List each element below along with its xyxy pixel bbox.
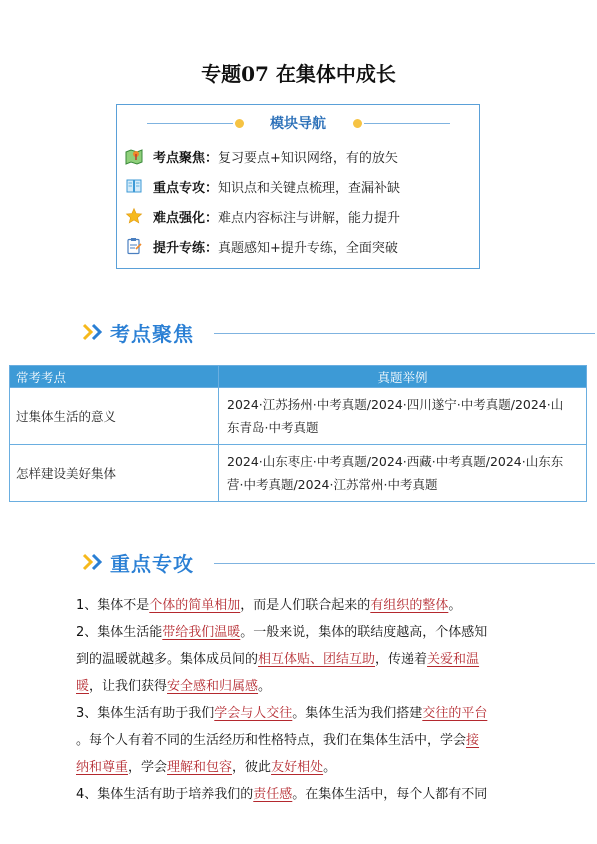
- nav-item-key-attack: [125, 175, 400, 197]
- text-run: 到的温暖就越多。集体成员间的: [76, 652, 259, 667]
- module-navigation-box: [116, 104, 480, 269]
- point-line: [76, 619, 524, 646]
- text-run: ，传递着: [375, 652, 428, 667]
- text-run: ，彼此: [232, 760, 272, 775]
- nav-item-value: 复习要点+知识网络，有的放矢: [218, 150, 398, 166]
- book-icon: [125, 177, 143, 195]
- point-line: [76, 592, 524, 619]
- keyword: 纳和尊重: [76, 760, 129, 775]
- keyword: 安全感和归属感: [167, 679, 259, 694]
- text-run: 4、集体生活有助于培养我们的: [76, 787, 254, 802]
- point-line: [76, 673, 524, 700]
- text-run: 3、集体生活有助于我们: [76, 706, 215, 721]
- map-pin-icon: [125, 147, 143, 165]
- examples-line: 营·中考真题/2024·江苏常州·中考真题: [227, 477, 438, 492]
- examples-line: 2024·江苏扬州·中考真题/2024·四川遂宁·中考真题/2024·山: [227, 397, 564, 412]
- text-run: 。: [258, 679, 272, 694]
- text-run: 1、集体不是: [76, 598, 150, 613]
- table-header-cell: 常考考点: [10, 366, 219, 388]
- table-cell-point: 过集体生活的意义: [10, 388, 219, 445]
- examples-line: 东青岛·中考真题: [227, 420, 319, 435]
- point-paragraph-1: [76, 592, 524, 619]
- point-line: [76, 646, 524, 673]
- nav-item-value: 难点内容标注与讲解，能力提升: [218, 210, 401, 226]
- text-run: 。: [448, 598, 462, 613]
- section-rule: [214, 333, 595, 334]
- section-rule: [214, 563, 595, 564]
- section-title: 重点专攻: [110, 552, 194, 576]
- table-row: [10, 445, 587, 502]
- keyword: 暖: [76, 679, 90, 694]
- double-chevron-icon: [82, 322, 106, 346]
- text-run: 。一般来说，集体的联结度越高，个体感知: [240, 625, 488, 640]
- star-icon: [125, 207, 143, 225]
- keyword: 带给我们温暖: [162, 625, 241, 640]
- examples-line: 2024·山东枣庄·中考真题/2024·西藏·中考真题/2024·山东东: [227, 454, 564, 469]
- point-line: [76, 727, 524, 754]
- point-line: [76, 781, 524, 808]
- nav-item-key: 考点聚焦：: [153, 150, 219, 166]
- text-run: 。每个人有着不同的生活经历和性格特点，我们在集体生活中，学会: [76, 733, 467, 748]
- text-run: 。: [323, 760, 337, 775]
- nav-item-practice: [125, 235, 398, 257]
- nav-item-value: 真题感知+提升专练，全面突破: [218, 240, 398, 256]
- nav-item-key: 提升专练：: [153, 240, 219, 256]
- nav-item-focus: [125, 145, 398, 167]
- table-header-cell: 真题举例: [219, 366, 587, 388]
- nav-header-dot-right: [353, 119, 362, 128]
- keyword: 理解和包容: [167, 760, 233, 775]
- keyword: 接: [466, 733, 480, 748]
- text-run: 。在集体生活中，每个人都有不同: [292, 787, 488, 802]
- text-run: ，而是人们联合起来的: [240, 598, 371, 613]
- point-line: [76, 754, 524, 781]
- text-run: 2、集体生活能: [76, 625, 163, 640]
- nav-header-label: 模块导航: [270, 116, 326, 132]
- point-paragraph-2: [76, 619, 524, 700]
- point-paragraph-4: [76, 781, 524, 808]
- nav-header: [117, 113, 479, 135]
- keyword: 有组织的整体: [370, 598, 449, 613]
- clipboard-icon: [125, 237, 143, 255]
- exam-points-table: [9, 365, 587, 502]
- keyword: 相互体贴、团结互助: [258, 652, 376, 667]
- section-title: 考点聚焦: [110, 322, 194, 346]
- table-row: [10, 388, 587, 445]
- text-run: ，学会: [128, 760, 168, 775]
- keyword: 学会与人交往: [214, 706, 293, 721]
- table-header-row: [10, 366, 587, 388]
- text-run: ，让我们获得: [89, 679, 168, 694]
- table-cell-point: 怎样建设美好集体: [10, 445, 219, 502]
- section-header-key-attack: [80, 548, 595, 578]
- keyword: 关爱和温: [427, 652, 480, 667]
- nav-item-value: 知识点和关键点梳理，查漏补缺: [218, 180, 401, 196]
- section-header-focus: [80, 318, 595, 348]
- nav-item-difficulty: [125, 205, 400, 227]
- keyword: 友好相处: [271, 760, 324, 775]
- keyword: 责任感: [253, 787, 293, 802]
- keyword: 个体的简单相加: [149, 598, 241, 613]
- table-cell-examples: [219, 445, 587, 502]
- nav-item-key: 难点强化：: [153, 210, 219, 226]
- point-line: [76, 700, 524, 727]
- nav-header-line-right: [364, 123, 450, 124]
- text-run: 。集体生活为我们搭建: [292, 706, 423, 721]
- keyword: 交往的平台: [422, 706, 488, 721]
- page-title: 专题07 在集体中成长: [201, 62, 396, 86]
- nav-item-key: 重点专攻：: [153, 180, 219, 196]
- table-cell-examples: [219, 388, 587, 445]
- double-chevron-icon: [82, 552, 106, 576]
- point-paragraph-3: [76, 700, 524, 781]
